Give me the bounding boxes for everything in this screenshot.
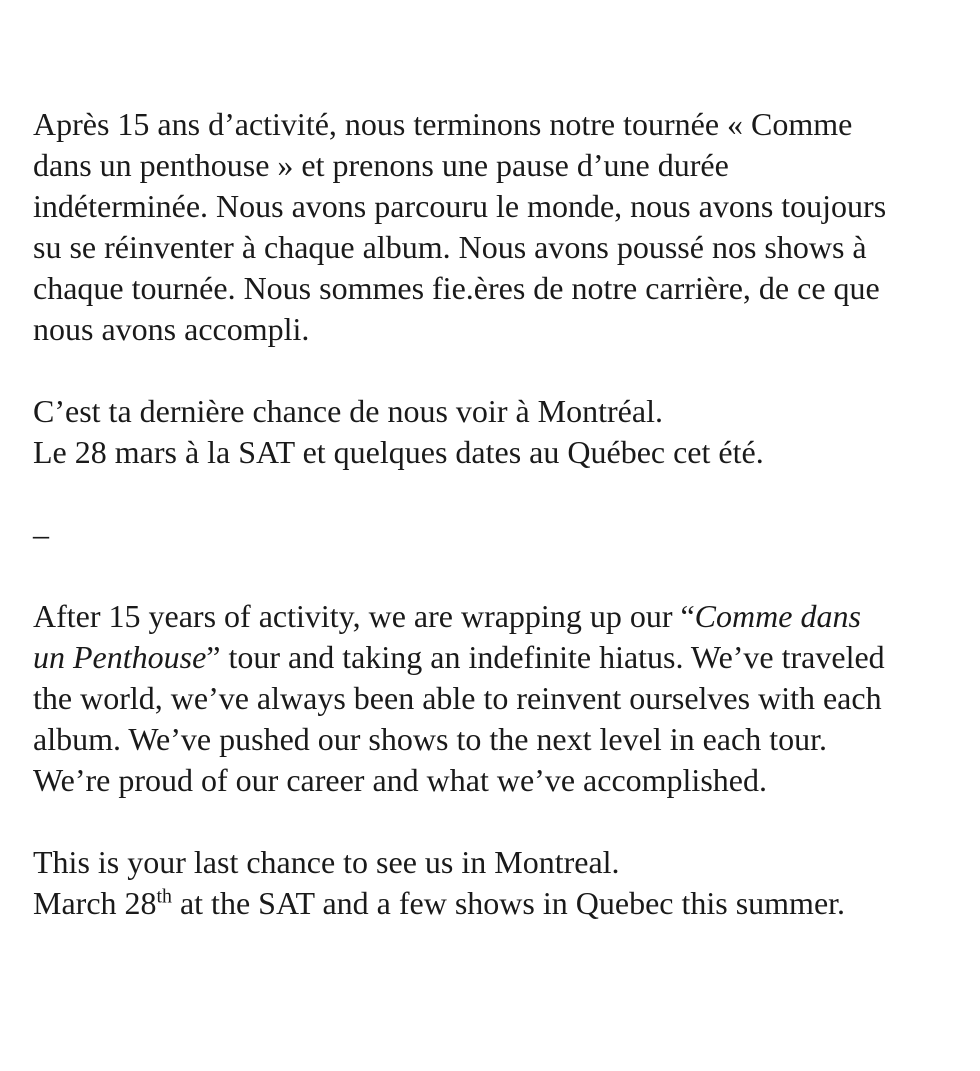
english-paragraph-dates: [33, 842, 952, 924]
text-segment: ” tour and taking an indefinite hiatus. We’ve traveled: [206, 639, 885, 675]
french-paragraph-announcement: [33, 104, 952, 350]
english-paragraph-announcement: [33, 596, 952, 801]
dash-glyph: –: [33, 516, 49, 552]
text-line: We’re proud of our career and what we’ve accomplished.: [33, 762, 767, 798]
text-line: the world, we’ve always been able to reinvent ourselves with each: [33, 680, 882, 716]
text-line: Le 28 mars à la SAT et quelques dates au Québec cet été.: [33, 434, 764, 470]
text-line: chaque tournée. Nous sommes fie.ères de notre carrière, de ce que: [33, 270, 880, 306]
tour-name-italic: Comme dans: [694, 598, 861, 634]
ordinal-superscript: th: [156, 885, 172, 908]
text-line: album. We’ve pushed our shows to the next level in each tour.: [33, 721, 827, 757]
text-line: dans un penthouse » et prenons une pause d’une durée: [33, 147, 729, 183]
text-line: This is your last chance to see us in Montreal.: [33, 844, 620, 880]
text-segment: at the SAT and a few shows in Quebec this summer.: [171, 885, 846, 921]
text-line: su se réinventer à chaque album. Nous avons poussé nos shows à: [33, 229, 867, 265]
text-line: [33, 883, 952, 924]
tour-name-italic: un Penthouse: [33, 639, 207, 675]
text-segment: After 15 years of activity, we are wrapping up our “: [33, 598, 695, 634]
text-line: [33, 637, 952, 678]
french-paragraph-dates: [33, 391, 952, 473]
text-line: Après 15 ans d’activité, nous terminons notre tournée « Comme: [33, 106, 853, 142]
text-line: [33, 596, 952, 637]
language-separator-dash: [33, 514, 952, 555]
text-line: indéterminée. Nous avons parcouru le monde, nous avons toujours: [33, 188, 887, 224]
text-line: C’est ta dernière chance de nous voir à Montréal.: [33, 393, 663, 429]
text-line: nous avons accompli.: [33, 311, 310, 347]
text-segment: March 28: [33, 885, 157, 921]
